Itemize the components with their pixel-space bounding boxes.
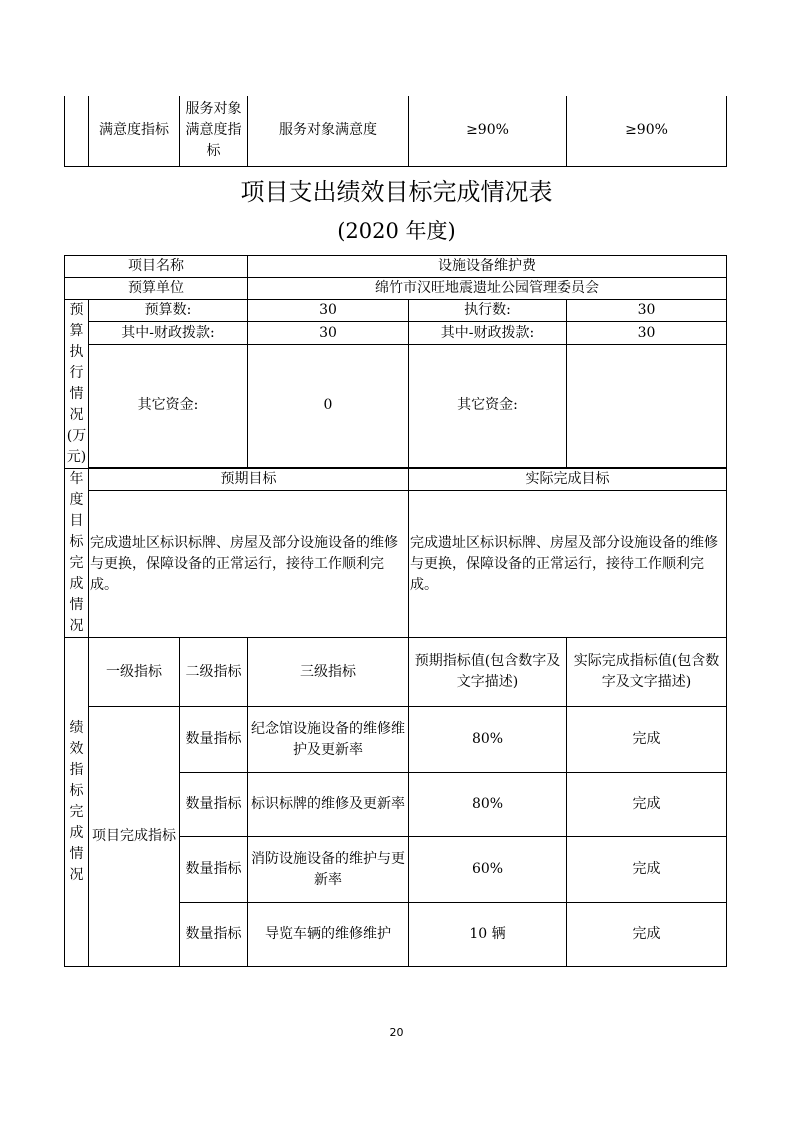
row-level2: 数量指标 [180,773,248,837]
table-row [65,638,727,707]
fiscal-value-exec: 30 [567,322,727,344]
header-level2: 二级指标 [180,638,248,707]
row-actual: 完成 [567,837,727,903]
other-funds-value-budget: 0 [248,344,409,467]
table-row [65,707,727,773]
exec-amount-value: 30 [567,300,727,322]
header-actual: 实际完成指标值(包含数字及文字描述) [567,638,727,707]
budget-amount-label: 预算数: [89,300,248,322]
section-cell-empty [65,96,89,166]
year-subtitle: (2020 年度) [337,219,456,243]
project-name-label: 项目名称 [65,256,248,278]
row-actual: 完成 [567,903,727,967]
row-expected: 80% [409,773,567,837]
table-row [65,96,727,166]
page-number: 20 [389,1026,404,1039]
table-row [65,300,727,322]
row-level2: 数量指标 [180,837,248,903]
row-level2: 数量指标 [180,707,248,773]
level2-cell: 服务对象满意度指标 [180,96,248,166]
indicator-section-label: 绩效指标完成情况 [65,638,89,967]
group-label: 项目完成指标 [89,707,180,967]
header-level3: 三级指标 [248,638,409,707]
row-level3: 纪念馆设施设备的维修维护及更新率 [248,707,409,773]
fiscal-value-budget: 30 [248,322,409,344]
row-actual: 完成 [567,707,727,773]
exec-amount-label: 执行数: [409,300,567,322]
continued-indicator-table [64,96,727,167]
row-level3: 导览车辆的维修维护 [248,903,409,967]
expected-goal-header: 预期目标 [89,469,409,491]
expected-goal-text: 完成遗址区标识标牌、房屋及部分设施设备的维修与更换，保障设备的正常运行，接待工作顺利完成。 [89,491,409,638]
project-name-value: 设施设备维护费 [248,256,727,278]
table-row [65,491,727,638]
header-expected: 预期指标值(包含数字及文字描述) [409,638,567,707]
table-row [65,256,727,278]
table-row [65,469,727,491]
table-row [65,344,727,467]
actual-goal-text: 完成遗址区标识标牌、房屋及部分设施设备的维修与更换，保障设备的正常运行，接待工作顺利完成。 [409,491,727,638]
budget-unit-label: 预算单位 [65,278,248,300]
budget-amount-value: 30 [248,300,409,322]
other-funds-value-exec [567,344,727,467]
table-row [65,278,727,300]
budget-section-label: 预算执行情况(万元) [65,300,89,469]
fiscal-label-budget: 其中-财政拨款: [89,322,248,344]
performance-table [64,255,727,967]
row-expected: 10 辆 [409,903,567,967]
header-level1: 一级指标 [89,638,180,707]
row-level3: 标识标牌的维修及更新率 [248,773,409,837]
row-level3: 消防设施设备的维护与更新率 [248,837,409,903]
budget-unit-value: 绵竹市汉旺地震遗址公园管理委员会 [248,278,727,300]
expected-value-cell: ≥90% [409,96,567,166]
row-expected: 80% [409,707,567,773]
level1-cell: 满意度指标 [89,96,180,166]
page-title: 项目支出绩效目标完成情况表 [240,178,553,206]
fiscal-label-exec: 其中-财政拨款: [409,322,567,344]
actual-value-cell: ≥90% [567,96,727,166]
level3-cell: 服务对象满意度 [248,96,409,166]
row-actual: 完成 [567,773,727,837]
row-expected: 60% [409,837,567,903]
annual-section-label: 年度目标完成情况 [65,469,89,638]
other-funds-label-budget: 其它资金: [89,344,248,467]
table-row [65,322,727,344]
actual-goal-header: 实际完成目标 [409,469,727,491]
other-funds-label-exec: 其它资金: [409,344,567,467]
row-level2: 数量指标 [180,903,248,967]
